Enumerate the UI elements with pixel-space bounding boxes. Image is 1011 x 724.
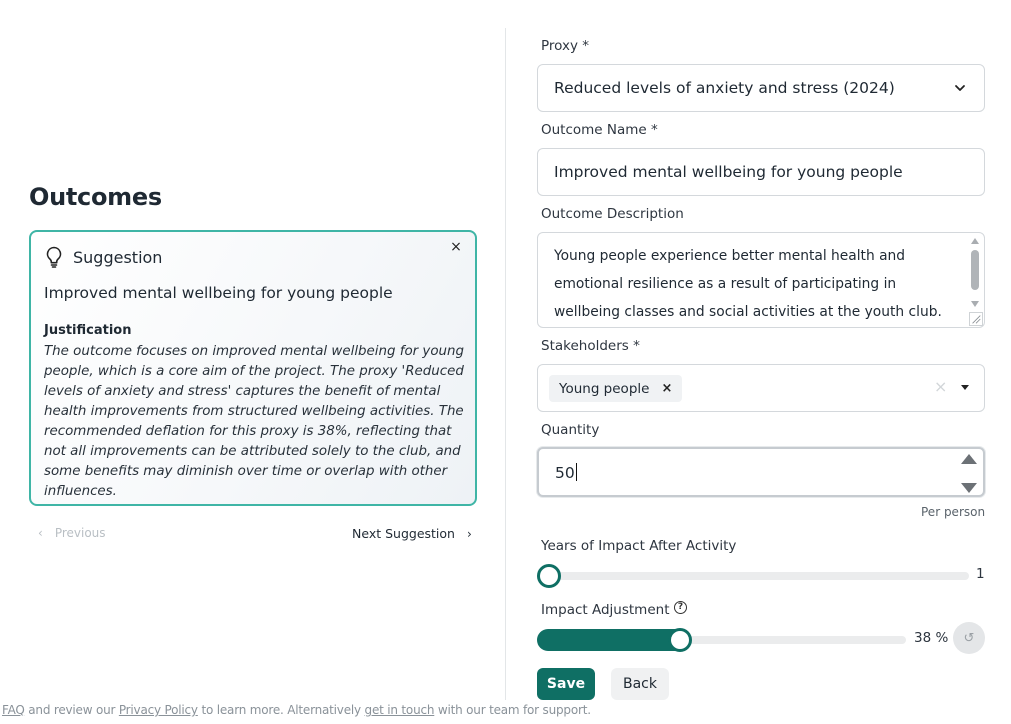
footer-text xyxy=(2,703,591,717)
suggestion-header xyxy=(45,246,162,268)
stakeholders-label: Stakeholders * xyxy=(541,338,640,354)
impact-value: 38 % xyxy=(914,630,949,646)
chevron-right-icon: › xyxy=(466,526,472,541)
back-button[interactable]: Back xyxy=(611,668,669,700)
next-label: Next Suggestion xyxy=(352,526,455,541)
years-impact-label: Years of Impact After Activity xyxy=(541,538,737,554)
outcome-name-value: Improved mental wellbeing for young people xyxy=(554,163,903,181)
decrement-icon[interactable] xyxy=(961,483,977,493)
suggestion-heading: Suggestion xyxy=(73,247,163,267)
faq-link[interactable]: FAQ xyxy=(2,703,25,717)
next-suggestion-button[interactable] xyxy=(352,526,472,541)
impact-adjustment-label: Impact Adjustment xyxy=(541,602,670,618)
get-in-touch-link[interactable]: get in touch xyxy=(364,703,435,717)
clear-icon[interactable]: × xyxy=(934,377,948,396)
stakeholders-multiselect[interactable] xyxy=(537,364,985,412)
chevron-down-icon xyxy=(954,82,966,94)
outcome-description-value: Young people experience better mental health and emotional resilience as a result of participating in wellbeing classes and social activities at the youth club. xyxy=(554,248,942,320)
privacy-policy-link[interactable]: Privacy Policy xyxy=(118,703,198,717)
chevron-left-icon: ‹ xyxy=(38,526,43,540)
increment-icon[interactable] xyxy=(961,454,977,464)
footer-text-1: and review our xyxy=(24,703,119,717)
justification-label: Justification xyxy=(44,323,132,338)
quantity-label: Quantity xyxy=(541,422,600,438)
scroll-down-icon[interactable] xyxy=(971,301,979,307)
outcome-description-textarea[interactable] xyxy=(537,232,985,328)
proxy-value: Reduced levels of anxiety and stress (2024) xyxy=(554,79,895,97)
stakeholder-chip xyxy=(549,375,682,402)
scroll-thumb[interactable] xyxy=(971,250,979,290)
caret-down-icon[interactable] xyxy=(961,385,969,390)
impact-slider-fill xyxy=(537,629,688,651)
lightbulb-icon xyxy=(45,246,63,268)
previous-label: Previous xyxy=(54,526,106,540)
years-slider-track[interactable] xyxy=(537,572,969,580)
stakeholder-chip-label: Young people xyxy=(559,380,650,397)
proxy-label: Proxy * xyxy=(541,38,590,54)
per-person-hint: Per person xyxy=(921,505,986,519)
years-slider-thumb[interactable] xyxy=(537,564,561,588)
justification-text: The outcome focuses on improved mental wellbeing for young people, which is a core aim of the project. The proxy 'Reduced levels of anxiety and stress' captures the benefit of mental health improvements from structured wellbeing activities. The recommended deflation for this proxy is 38%, reflecting that not all improvements can be attributed solely to the club, and some benefits may diminish over time or overlap with other influences. xyxy=(44,344,465,499)
footer-text-2: to learn more. Alternatively xyxy=(197,703,365,717)
years-value: 1 xyxy=(976,566,985,582)
impact-slider-thumb[interactable] xyxy=(668,628,692,652)
panel-divider xyxy=(505,28,506,700)
close-icon[interactable]: × xyxy=(450,239,462,255)
suggested-outcome: Improved mental wellbeing for young people xyxy=(44,284,393,302)
outcome-name-input[interactable] xyxy=(537,148,985,196)
proxy-select[interactable] xyxy=(537,64,985,112)
outcome-description-label: Outcome Description xyxy=(541,206,684,222)
footer-text-3: with our team for support. xyxy=(434,703,591,717)
page-title: Outcomes xyxy=(29,183,162,211)
help-icon[interactable]: ? xyxy=(674,601,687,614)
quantity-input[interactable] xyxy=(537,447,985,497)
text-cursor xyxy=(576,463,577,481)
scroll-up-icon[interactable] xyxy=(971,238,979,244)
save-button[interactable]: Save xyxy=(537,668,595,700)
chip-remove-icon[interactable]: × xyxy=(661,381,673,396)
reset-icon[interactable]: ↺ xyxy=(953,622,985,654)
quantity-value: 50 xyxy=(555,464,575,482)
previous-button[interactable] xyxy=(38,526,106,540)
suggestion-card xyxy=(29,230,477,506)
outcome-name-label: Outcome Name * xyxy=(541,122,658,138)
scrollbar[interactable] xyxy=(968,235,982,311)
resize-handle-icon[interactable] xyxy=(969,312,983,326)
